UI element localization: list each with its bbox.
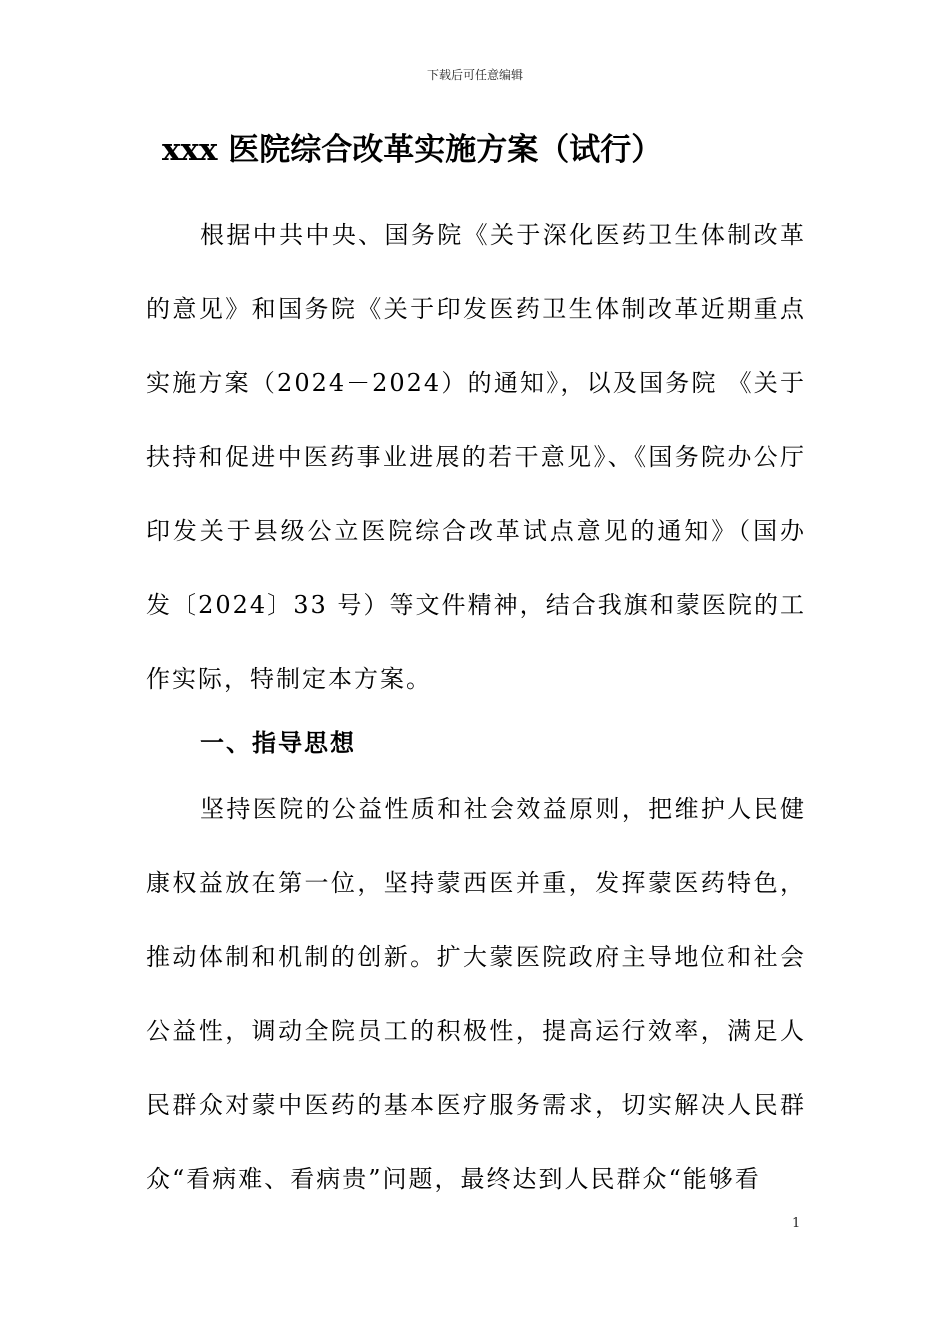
section-heading-guiding-ideology: 一、指导思想	[200, 728, 356, 757]
intro-paragraph: 根据中共中央、国务院《关于深化医药卫生体制改革的意见》和国务院《关于印发医药卫生体制改革近期重点实施方案（2024－2024）的通知》，以及国务院 《关于扶持和促进中医药事业进展的若干意见》、《国务院办公厅印发关于县级公立医院综合改革试点意见的通知》（国办发〔2024〕33 号）等文件精神，结合我旗和蒙医院的工作实际，特制定本方案。	[146, 221, 806, 693]
document-title: xxx 医院综合改革实施方案（试行）	[162, 132, 663, 168]
header-note: 下载后可任意编辑	[426, 68, 523, 82]
page-number: 1	[792, 1216, 801, 1231]
section-1-paragraph: 坚持医院的公益性质和社会效益原则，把维护人民健康权益放在第一位，坚持蒙西医并重，发挥蒙医药特色，推动体制和机制的创新。扩大蒙医院政府主导地位和社会公益性，调动全院员工的积极性，提高运行效率，满足人民群众对蒙中医药的基本医疗服务需求，切实解决人民群众“看病难、看病贵”问题，最终达到人民群众“能够看	[146, 795, 806, 1193]
